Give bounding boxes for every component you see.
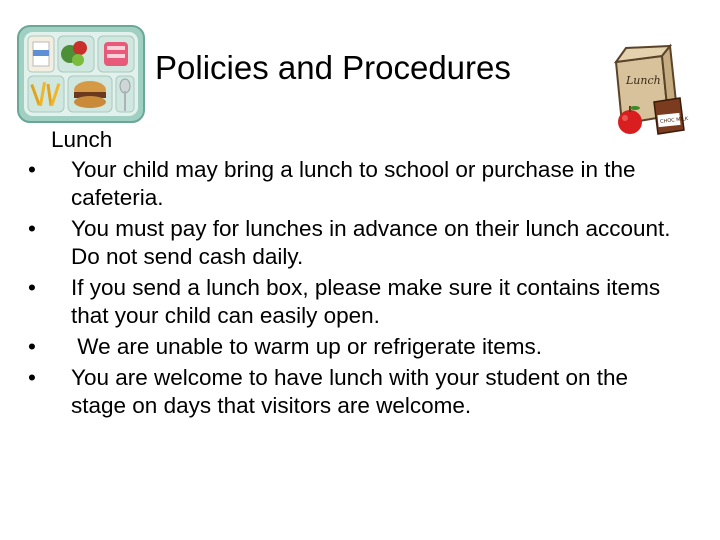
list-item [28, 156, 688, 212]
bullet-glyph: • [28, 157, 36, 182]
list-item [28, 215, 688, 271]
bullet-glyph: • [28, 216, 36, 241]
lunch-bag-icon [606, 42, 690, 138]
lunch-tray-icon [14, 20, 150, 130]
bullet-glyph: • [28, 365, 36, 390]
section-heading: Lunch [51, 127, 113, 152]
bullet-text: If you send a lunch box, please make sure it contains items that your child can easily open. [71, 275, 661, 328]
bullet-glyph: • [28, 275, 36, 300]
list-item [28, 333, 688, 361]
bullet-glyph: • [28, 334, 36, 359]
list-item [28, 364, 688, 420]
bullet-text: Your child may bring a lunch to school or purchase in the cafeteria. [71, 157, 636, 210]
slide-content [28, 126, 688, 423]
bullet-list [28, 156, 688, 420]
bullet-text: You must pay for lunches in advance on their lunch account. Do not send cash daily. [71, 216, 671, 269]
bullet-text: We are unable to warm up or refrigerate items. [71, 334, 543, 359]
bag-label: Lunch [626, 74, 661, 87]
bullet-text: You are welcome to have lunch with your student on the stage on days that visitors are welcome. [71, 365, 629, 418]
list-item [28, 274, 688, 330]
slide-title: Policies and Procedures [155, 49, 511, 86]
carton-label: CHOC MILK [659, 116, 689, 125]
